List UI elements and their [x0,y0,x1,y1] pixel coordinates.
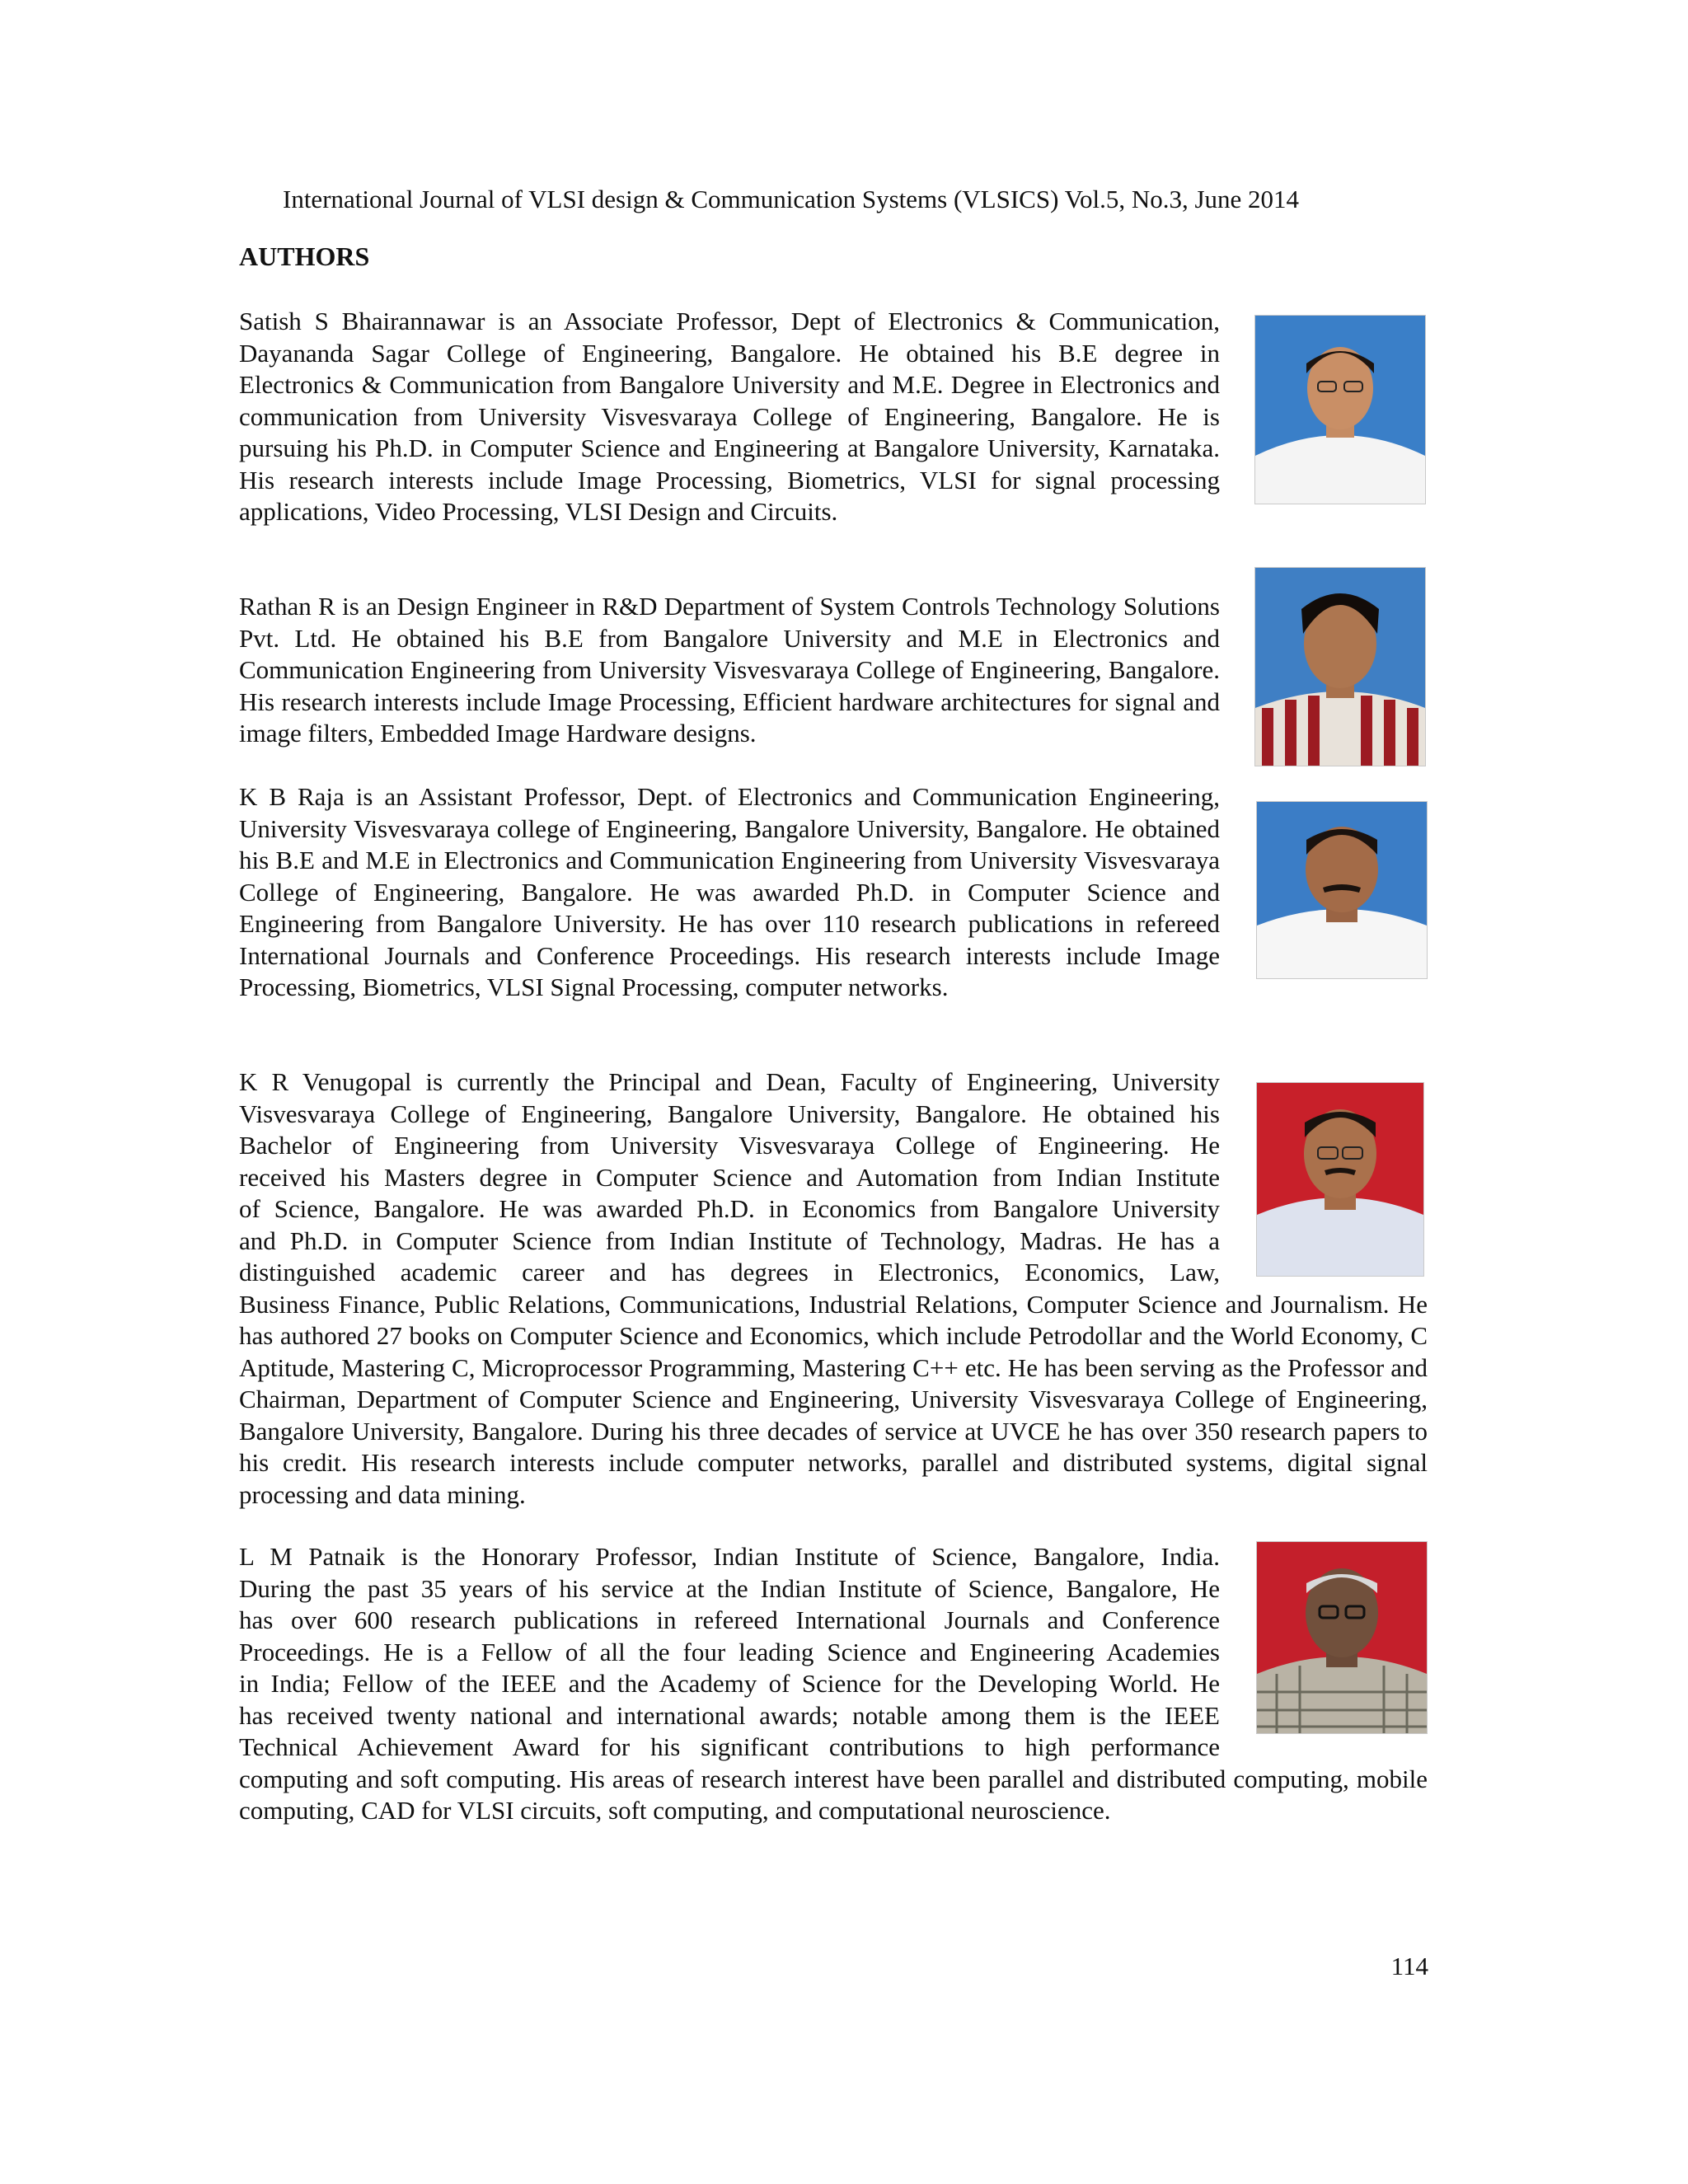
author-photo-patnaik [1256,1541,1428,1734]
bio-line: has over 600 research publications in refereed International Journals and Conference [239,1605,1220,1634]
author-bio-bhairannawar: Satish S Bhairannawar is an Associate Professor, Dept of Electronics & Communication, Dayananda Sagar College of Engineering, Bangalore. He obtained his B.E degree in Electronics & Communication from Bangalore University and M.E. Degree in Electronics and communication from University Visvesvaraya College of Engineering, Bangalore. He is pursuing his Ph.D. in Computer Science and Engineering at Bangalore University, Karnataka. His research interests include Image Processing, Biometrics, VLSI for signal processing applications, Video Processing, VLSI Design and Circuits. [239,307,1220,526]
bio-line: During the past 35 years of his service at the Indian Institute of Science, Bangalore, He [239,1573,1220,1603]
bio-line: Bachelor of Engineering from University Visvesvaraya College of Engineering. He [239,1131,1220,1160]
author-bio-rathan: Rathan R is an Design Engineer in R&D Department of System Controls Technology Solutions Pvt. Ltd. He obtained his B.E from Bangalore University and M.E in Electronics and Communication Engineering from University Visvesvaraya College of Engineering, Bangalore. His research interests include Image Processing, Efficient hardware architectures for signal and image filters, Embedded Image Hardware designs. [239,592,1220,748]
author-bio-venugopal [239,1066,1428,1511]
bio-line: Visvesvaraya College of Engineering, Bangalore University, Bangalore. He obtained his [239,1099,1220,1128]
section-title: AUTHORS [239,241,370,271]
bio-continuation: Business Finance, Public Relations, Communications, Industrial Relations, Computer Science and Journalism. He has authored 27 books on Computer Science and Economics, which include Petrodollar and the World Economy, C Aptitude, Mastering C, Microprocessor Programming, Mastering C++ etc. He has been serving as the Professor and Chairman, Department of Computer Science and Engineering, University Visvesvaraya College of Engineering, Bangalore University, Bangalore. During his three decades of service at UVCE he has over 350 research papers to his credit. His research interests include computer networks, parallel and distributed systems, digital signal processing and data mining. [239,1289,1428,1509]
bio-line: Technical Achievement Award for his significant contributions to high performance [239,1732,1220,1761]
author-bio-patnaik [239,1541,1428,1827]
author-photo-rathan [1254,567,1426,766]
bio-line: has received twenty national and international awards; notable among them is the IEEE [239,1700,1220,1730]
author-bio-raja: K B Raja is an Assistant Professor, Dept. of Electronics and Communication Engineering, University Visvesvaraya college of Engineering, Bangalore University, Bangalore. He obtained his B.E and M.E in Electronics and Communication Engineering from University Visvesvaraya College of Engineering, Bangalore. He was awarded Ph.D. in Computer Science and Engineering from Bangalore University. He has over 110 research publications in refereed International Journals and Conference Proceedings. His research interests include Image Processing, Biometrics, VLSI Signal Processing, computer networks. [239,782,1220,1001]
bio-line: and Ph.D. in Computer Science from Indian Institute of Technology, Madras. He has a [239,1226,1220,1255]
author-photo-venugopal [1256,1082,1424,1277]
bio-line: K R Venugopal is currently the Principal and Dean, Faculty of Engineering, University [239,1067,1220,1096]
bio-line: L M Patnaik is the Honorary Professor, Indian Institute of Science, Bangalore, India. [239,1542,1220,1571]
bio-line: Proceedings. He is a Fellow of all the four leading Science and Engineering Academies [239,1637,1220,1666]
bio-line: of Science, Bangalore. He was awarded Ph.D. in Economics from Bangalore University [239,1194,1220,1223]
page-number: 114 [1390,1952,1428,1980]
bio-line: distinguished academic career and has degrees in Electronics, Economics, Law, [239,1258,1220,1286]
running-header: International Journal of VLSI design & Communication Systems (VLSICS) Vol.5, No.3, June 2014 [283,185,1300,213]
bio-line: received his Masters degree in Computer Science and Automation from Indian Institute [239,1162,1220,1192]
author-photo-raja [1256,801,1428,979]
bio-line: in India; Fellow of the IEEE and the Academy of Science for the Developing World. He [239,1669,1220,1698]
author-photo-bhairannawar [1254,315,1426,504]
bio-continuation: computing and soft computing. His areas of research interest have been parallel and distributed computing, mobile computing, CAD for VLSI circuits, soft computing, and computational neuroscience. [239,1764,1428,1825]
